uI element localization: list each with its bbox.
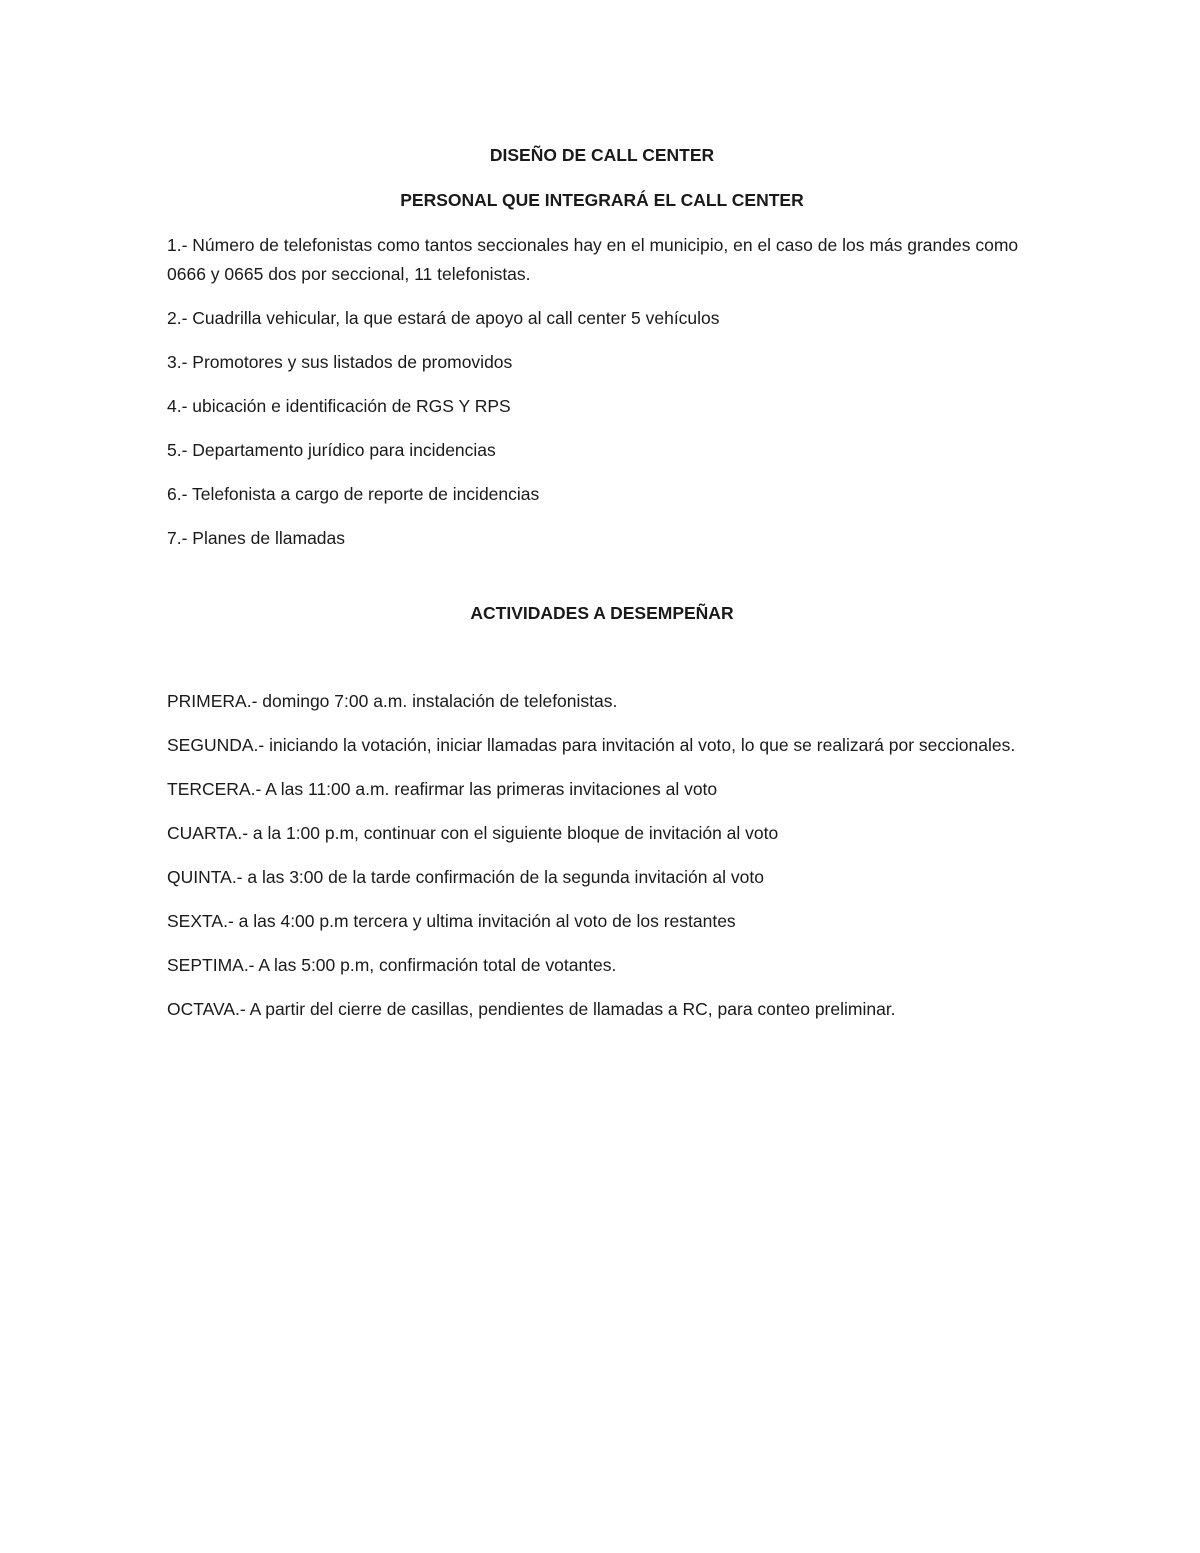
personnel-item-4: 4.- ubicación e identificación de RGS Y RPS [167,396,511,416]
personnel-item-2: 2.- Cuadrilla vehicular, la que estará de apoyo al call center 5 vehículos [167,308,720,328]
activity-item-5: QUINTA.- a las 3:00 de la tarde confirmación de la segunda invitación al voto [167,867,764,887]
activities-heading: ACTIVIDADES A DESEMPEÑAR [470,603,734,623]
personnel-item-7: 7.- Planes de llamadas [167,528,346,548]
personnel-heading: PERSONAL QUE INTEGRARÁ EL CALL CENTER [400,190,804,210]
personnel-item-6: 6.- Telefonista a cargo de reporte de incidencias [167,484,540,504]
personnel-item-1: 1.- Número de telefonistas como tantos seccionales hay en el municipio, en el caso de los más grandes como 0666 y 0665 dos por seccional, 11 telefonistas. [167,235,1019,284]
activity-item-8: OCTAVA.- A partir del cierre de casillas, pendientes de llamadas a RC, para conteo preliminar. [167,999,896,1019]
personnel-item-3: 3.- Promotores y sus listados de promovidos [167,352,513,372]
activity-item-7: SEPTIMA.- A las 5:00 p.m, confirmación total de votantes. [167,955,617,975]
document-body [167,141,1037,1039]
activity-item-2: SEGUNDA.- iniciando la votación, iniciar llamadas para invitación al voto, lo que se realizará por seccionales. [167,735,1016,755]
activity-item-3: TERCERA.- A las 11:00 a.m. reafirmar las primeras invitaciones al voto [167,779,718,799]
personnel-item-5: 5.- Departamento jurídico para incidencias [167,440,496,460]
document-title: DISEÑO DE CALL CENTER [489,145,715,165]
activity-item-6: SEXTA.- a las 4:00 p.m tercera y ultima invitación al voto de los restantes [167,911,736,931]
activity-item-1: PRIMERA.- domingo 7:00 a.m. instalación de telefonistas. [167,691,618,711]
activity-item-4: CUARTA.- a la 1:00 p.m, continuar con el siguiente bloque de invitación al voto [167,823,779,843]
